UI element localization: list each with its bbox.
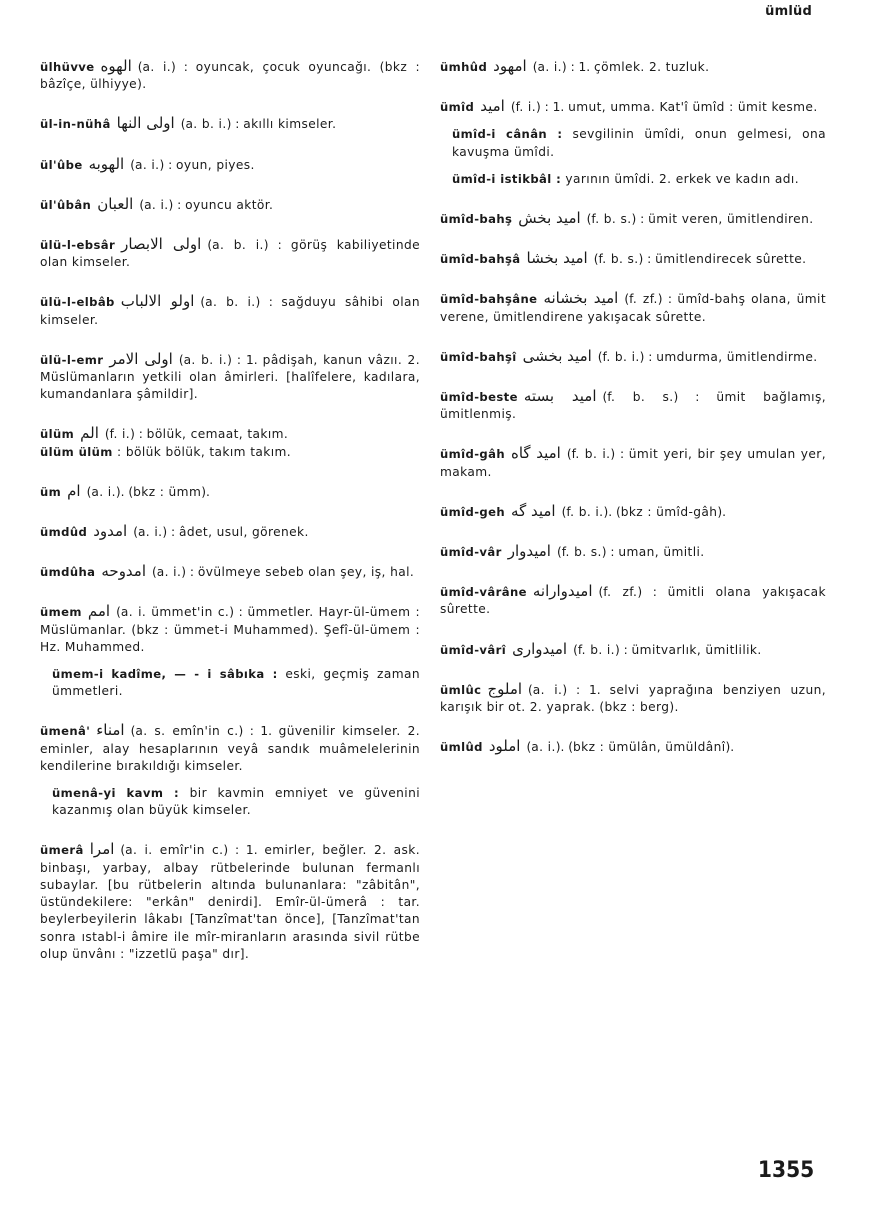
definition: (a. i.) : oyuncu aktör. [139,197,274,212]
dictionary-entry [440,388,826,423]
headword: ümîd-vârâne [440,585,527,600]
dictionary-entry [440,250,826,268]
arabic-script: اميد گاه [511,444,561,463]
definition: (f. i.) : 1. umut, umma. Kat'î ümîd : ümit kesme. [510,100,818,115]
headword: ümdûha [40,565,96,580]
arabic-script: الم [80,424,99,443]
definition: sevgilinin ümîdi, onun gelmesi, ona kavuşma ümîdi. [452,127,826,159]
definition: (a. i.) : oyun, piyes. [130,157,255,172]
headword: ümîd-geh [440,504,506,519]
dictionary-entry [440,583,826,618]
headword: ümîd-bahşâ [440,252,521,267]
definition: (a. i.). (bkz : ümm). [86,484,210,499]
arabic-script: العبان [97,194,134,213]
arabic-script: اولى النها [116,114,175,133]
arabic-script: املوج [487,679,523,698]
headword: ülüm [40,427,75,442]
headword: ümerâ [40,843,84,858]
dictionary-entry [40,425,420,460]
dictionary-entry [452,126,826,160]
definition: (a. i.) : 1. çömlek. 2. tuzluk. [532,60,710,74]
arabic-script: امم [87,602,111,621]
definition: (f. b. i.) : ümitvarlık, ümitlilik. [573,642,762,657]
arabic-script: اميد بخشانه [543,289,619,308]
dictionary-entry [40,58,420,93]
definition: (a. b. i.) : sağduyu sâhibi olan kimseler. [40,295,420,327]
left-column [40,58,420,985]
headword: ül-in-nühâ [40,117,111,132]
definition: (a. b. i.) : akıllı kimseler. [180,117,337,132]
headword: üm [40,484,62,499]
dictionary-entry [40,293,420,328]
arabic-script: امهود [493,57,527,75]
definition: (f. b. i.). (bkz : ümîd-gâh). [561,504,727,519]
definition: (a. i.). (bkz : ümülân, ümüldânî). [526,740,735,755]
definition: (f. i.) : bölük, cemaat, takım. [104,427,289,442]
definition: (a. i. ümmet'in c.) : ümmetler. Hayr-ül-ümem : Müslümanlar. (bkz : ümmet-i Muhammed). Şefî-ül-ümem : Hz. Muhammed. [40,605,420,654]
definition: (f. b. s.) : uman, ümitli. [556,545,705,560]
headword: ümem [40,605,82,620]
definition: (f. b. i.) : ümit yeri, bir şey umulan yer, makam. [440,447,826,479]
definition: (f. zf.) : ümîd-bahş olana, ümit verene, ümitlendirene yakışacak sûrette. [440,292,826,324]
headword: ümîd-bahşâne [440,292,538,307]
headword: ülü-l-ebsâr [40,238,116,253]
dictionary-entry [440,348,826,366]
dictionary-entry [52,785,420,819]
headword: ümlûc [440,682,482,697]
dictionary-entry [440,641,826,659]
sub-headword: ülüm ülüm [40,444,113,459]
definition: (a. s. emîn'in c.) : 1. güvenilir kimseler. 2. eminler, alay hesaplarının veyâ sandık muâmelelerinin kendilerine bırakıldığı kimseler. [40,724,420,773]
arabic-script: اميدوارانه [532,582,593,601]
headword: ülü-l-emr [40,352,104,367]
dictionary-entry [40,841,420,962]
arabic-script: امناء [96,721,125,740]
headword: ümîd [440,100,475,115]
arabic-script: اميد بخشا [526,249,588,268]
dictionary-entry [440,738,826,756]
dictionary-entry [40,563,420,581]
dictionary-entry [40,351,420,404]
headword: ümîd-i cânân : [452,127,563,142]
headword: ümdûd [40,525,88,540]
dictionary-entry [440,290,826,325]
arabic-script: اميد بخش [518,209,581,228]
headword: ülü-l-elbâb [40,295,115,310]
dictionary-entry [440,445,826,480]
dictionary-entry [40,483,420,501]
definition: (f. b. i.) : umdurma, ümitlendirme. [597,349,818,364]
arabic-script: اميد بخشى [522,346,592,365]
headword: ümîd-beste [440,390,518,405]
arabic-script: ام [67,481,81,500]
definition: (a. i.) : övülmeye sebeb olan şey, iş, hal. [152,565,415,580]
arabic-script: اولى الابصار [121,235,202,254]
headword: ümlûd [440,740,483,755]
arabic-script: اميد گه [511,501,556,520]
definition: (f. b. s.) : ümit bağlamış, ümitlenmiş. [440,390,826,422]
arabic-script: اميد بسته [523,387,597,406]
definition: (a. i. emîr'in c.) : 1. emirler, beğler. 2. ask. binbaşı, yarbay, albay rütbelerinde bulunan fermanlı subaylar. [bu rütbelerin altında bulunanlara: "zâbitân", üstündekilere: "erkân" denirdi]. Emîr-ül-ümerâ : tar. beylerbeyilerin lâkabı [Tanzîmat'tan önce], [Tanzîmat'tan sonra ıstabl-i âmire ile mîr-miranların arasında sivil rütbe olup ünvânı : "izzetlü paşa" dır]. [40,843,420,961]
headword: ümenâ-yi kavm : [52,786,180,801]
definition: bir kavmin emniyet ve güvenini kazanmış olan büyük kimseler. [52,786,420,818]
running-head: ümlüd [765,4,812,19]
headword: ül'ûbe [40,157,83,172]
right-column [440,58,826,778]
arabic-script: الهوبه [88,154,125,173]
arabic-script: اميدوارى [512,639,568,658]
page-number: 1355 [757,1158,814,1183]
dictionary-entry [40,115,420,133]
headword: ümîd-gâh [440,447,505,462]
sub-definition: : bölük bölük, takım takım. [117,444,292,459]
headword: ül'ûbân [40,197,92,212]
dictionary-entry [440,543,826,561]
dictionary-entry [440,58,826,76]
arabic-script: امدود [93,522,128,541]
dictionary-entry [40,156,420,174]
headword: ümîd-vârî [440,642,507,657]
dictionary-entry [40,722,420,775]
arabic-script: الهوه [100,57,132,75]
arabic-script: اميدوار [507,542,551,561]
definition: yarının ümîdi. 2. erkek ve kadın adı. [565,171,799,186]
definition: (a. b. i.) : 1. pâdişah, kanun vâzıı. 2. Müslümanların yetkili olan âmirleri. [halîfelere, kadılara, kumandanlara şâmildir]. [40,352,420,402]
dictionary-entry [440,210,826,228]
dictionary-entry [440,98,826,116]
dictionary-entry [52,666,420,700]
headword: ümenâ' [40,724,91,739]
headword: ümhûd [440,60,488,74]
dictionary-entry [452,171,826,188]
headword: ümîd-vâr [440,545,502,560]
headword: ümîd-i istikbâl : [452,171,562,186]
arabic-script: امرا [89,840,115,859]
headword: ülhüvve [40,60,95,74]
arabic-script: اولو الالباب [120,292,195,311]
dictionary-entry [40,523,420,541]
arabic-script: امدوحه [101,562,147,581]
dictionary-entry [40,236,420,271]
headword: ümîd-bahşî [440,349,517,364]
arabic-script: اميد [480,97,505,116]
definition: (a. b. i.) : görüş kabiliyetinde olan kimseler. [40,238,420,270]
definition: (f. b. s.) : ümitlendirecek sûrette. [593,252,807,267]
definition: (a. i.) : oyuncak, çocuk oyuncağı. (bkz : bâzîçe, ülhiyye). [40,60,420,92]
definition: (f. b. s.) : ümit veren, ümitlendiren. [586,212,814,227]
definition: (a. i.) : 1. selvi yaprağına benziyen uzun, karışık bir ot. 2. yaprak. (bkz : berg). [440,682,826,715]
headword: ümem-i kadîme, — - i sâbıka : [52,667,278,682]
dictionary-entry [440,503,826,521]
dictionary-entry [440,681,826,716]
dictionary-entry [40,603,420,656]
definition: (f. zf.) : ümitli olana yakışacak sûrette. [440,585,826,617]
arabic-script: املود [488,737,521,756]
definition: eski, geçmiş zaman ümmetleri. [52,667,420,699]
arabic-script: اولى الامر [109,349,173,368]
dictionary-entry [40,196,420,214]
headword: ümîd-bahş [440,212,513,227]
definition: (a. i.) : âdet, usul, görenek. [133,525,309,540]
